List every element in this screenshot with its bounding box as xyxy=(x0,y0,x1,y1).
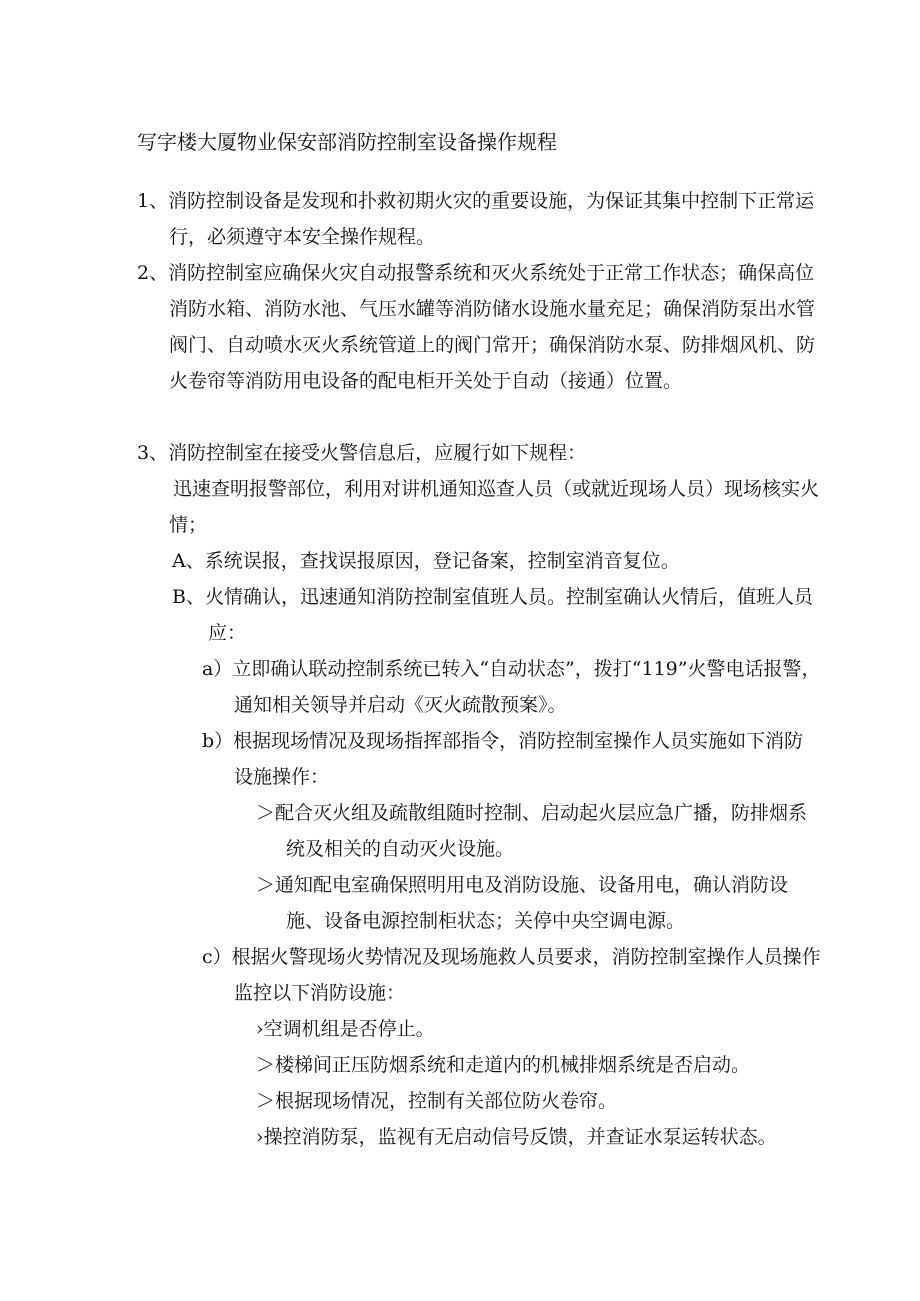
clause-2: 2、消防控制室应确保火灾自动报警系统和灭火系统处于正常工作状态；确保高位消防水箱、消防水池、气压水罐等消防储水设施水量充足；确保消防泵出水管阀门、自动喷水灭火系统管道上的阀门常开；确保消防水泵、防排烟风机、防火卷帘等消防用电设备的配电柜开关处于自动（接通）位置。 xyxy=(137,262,816,392)
step-c-bullet-4: ›操控消防泵，监视有无启动信号反馈，并查证水泵运转状态。 xyxy=(256,1126,777,1148)
step-c-bullet-1: ›空调机组是否停止。 xyxy=(256,1018,435,1040)
step-c-bullet-2: ＞楼梯间正压防烟系统和走道内的机械排烟系统是否启动。 xyxy=(256,1054,751,1076)
clause-3: 3、消防控制室在接受火警信息后，应履行如下规程： xyxy=(137,442,587,464)
item-b-step-a: a）立即确认联动控制系统已转入“自动状态”，拨打“119”火警电话报警，通知相关领导并启动《灭火疏散预案》。 xyxy=(202,658,821,716)
clause-1: 1、消防控制设备是发现和扑救初期火灾的重要设施，为保证其集中控制下正常运行，必须遵守本安全操作规程。 xyxy=(137,190,815,248)
step-b-bullet-2: ＞通知配电室确保照明用电及消防设施、设备用电，确认消防设施、设备电源控制柜状态；关停中央空调电源。 xyxy=(256,874,789,932)
document-title: 写字楼大厦物业保安部消防控制室设备操作规程 xyxy=(137,130,557,154)
clause-3-item-b: B、火情确认，迅速通知消防控制室值班人员。控制室确认火情后，值班人员应： xyxy=(172,586,813,644)
step-c-bullet-3: ＞根据现场情况，控制有关部位防火卷帘。 xyxy=(256,1090,618,1112)
clause-3-intro: 迅速查明报警部位，利用对讲机通知巡查人员（或就近现场人员）现场核实火情； xyxy=(169,478,820,536)
clause-3-item-a: A、系统误报，查找误报原因，登记备案，控制室消音复位。 xyxy=(172,550,680,572)
item-b-step-c: c）根据火警现场火势情况及现场施救人员要求，消防控制室操作人员操作监控以下消防设施： xyxy=(202,946,821,1004)
step-b-bullet-1: ＞配合灭火组及疏散组随时控制、启动起火层应急广播，防排烟系统及相关的自动灭火设施。 xyxy=(256,802,808,860)
item-b-step-b: b）根据现场情况及现场指挥部指令，消防控制室操作人员实施如下消防设施操作： xyxy=(202,730,804,788)
